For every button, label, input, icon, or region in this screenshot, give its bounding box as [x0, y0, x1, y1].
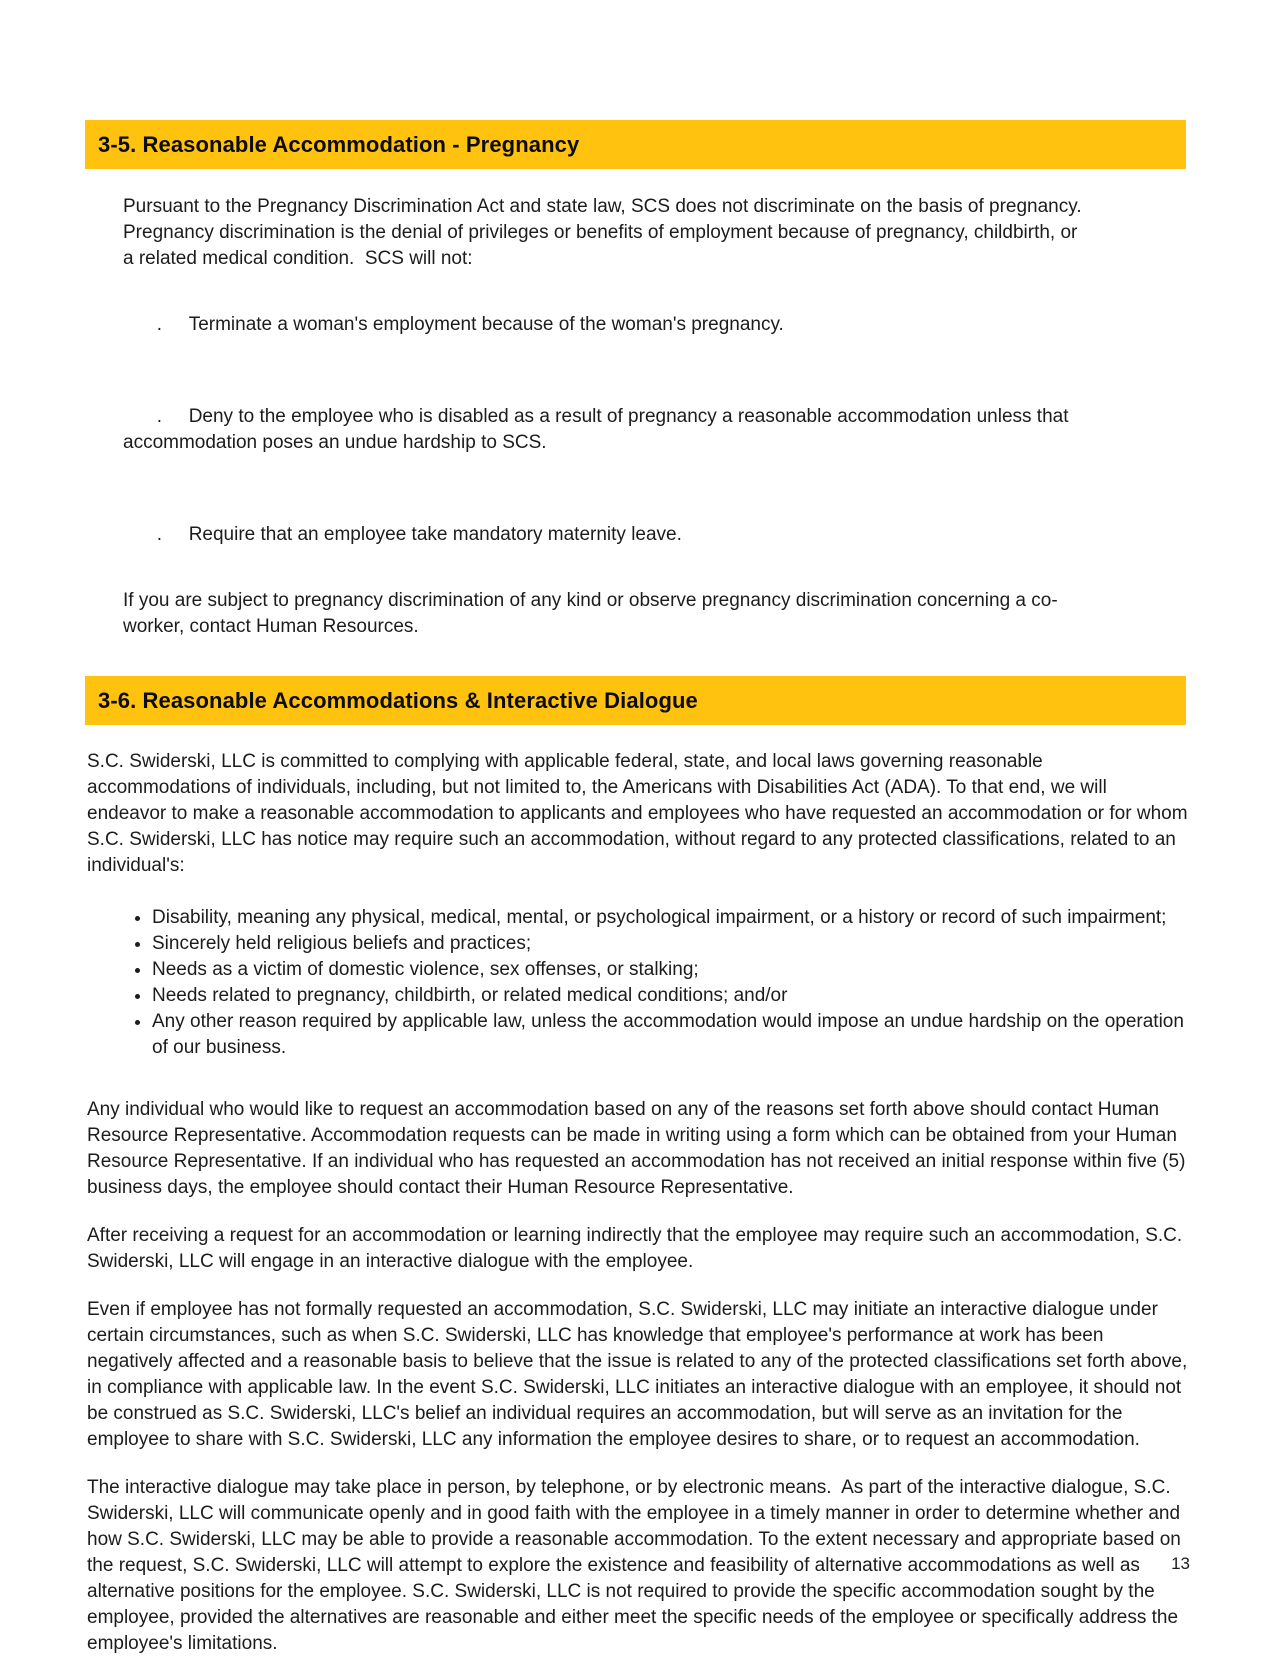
- section-heading-3-5: [85, 120, 1186, 169]
- paragraph: Pursuant to the Pregnancy Discrimination Act and state law, SCS does not discriminate on the basis of pregnancy. Pregnancy discrimination is the denial of privileges or benefits of employment because of pregnancy, childbirth, or a related medical condition. SCS will not:: [123, 196, 1093, 269]
- list-item: [123, 378, 1088, 482]
- list-item: [123, 496, 1088, 574]
- list-item: • Needs related to pregnancy, childbirth, or related medical conditions; and/or: [152, 983, 1188, 1009]
- list-item-text: Terminate a woman's employment because of the woman's pregnancy.: [188, 314, 784, 335]
- section-heading-text: 3-5. Reasonable Accommodation - Pregnancy: [98, 131, 580, 157]
- paragraph: Any individual who would like to request an accommodation based on any of the reasons set forth above should contact Human Resource Representative. Accommodation requests can be made in writing using a form which can be obtained from your Human Resource Representative. If an individual who has requested an accommodation has not received an initial response within five (5) business days, the employee should contact their Human Resource Representative.: [87, 1099, 1191, 1198]
- list-item: • Disability, meaning any physical, medical, mental, or psychological impairment, or a history or record of such impairment;: [152, 905, 1188, 931]
- list-item: • Sincerely held religious beliefs and practices;: [152, 931, 1188, 957]
- list-item-text: Deny to the employee who is disabled as a result of pregnancy a reasonable accommodation unless that accommodation poses an undue hardship to SCS.: [123, 406, 1074, 453]
- page-number: 13: [1171, 1554, 1190, 1573]
- bullet-marker: .: [156, 314, 162, 335]
- section-3-5-body: [123, 194, 1093, 640]
- paragraph: After receiving a request for an accommodation or learning indirectly that the employee may require such an accommodation, S.C. Swiderski, LLC will engage in an interactive dialogue with the employee.: [87, 1225, 1188, 1272]
- list-item-text: Require that an employee take mandatory maternity leave.: [188, 524, 682, 545]
- section-heading-text: 3-6. Reasonable Accommodations & Interactive Dialogue: [98, 687, 698, 713]
- section-3-6-body: [87, 749, 1193, 1657]
- paragraph: Even if employee has not formally requested an accommodation, S.C. Swiderski, LLC may initiate an interactive dialogue under certain circumstances, such as when S.C. Swiderski, LLC has knowledge that employee's performance at work has been negatively affected and a reasonable basis to believe that the issue is related to any of the protected classifications set forth above, in compliance with applicable law. In the event S.C. Swiderski, LLC initiates an interactive dialogue with an employee, it should not be construed as S.C. Swiderski, LLC's belief an individual requires an accommodation, but will serve as an invitation for the employee to share with S.C. Swiderski, LLC any information the employee desires to share, or to request an accommodation.: [87, 1299, 1193, 1450]
- bullet-list: [87, 905, 1188, 1061]
- bullet-marker: .: [156, 524, 162, 545]
- list-item: • Any other reason required by applicable law, unless the accommodation would impose an undue hardship on the operation of our business.: [152, 1009, 1188, 1061]
- list-item: [123, 286, 1088, 364]
- paragraph: If you are subject to pregnancy discrimination of any kind or observe pregnancy discrimination concerning a co-worker, contact Human Resources.: [123, 590, 1058, 637]
- paragraph: The interactive dialogue may take place in person, by telephone, or by electronic means. As part of the interactive dialogue, S.C. Swiderski, LLC will communicate openly and in good faith with the employee in a timely manner in order to determine whether and how S.C. Swiderski, LLC may be able to provide a reasonable accommodation. To the extent necessary and appropriate based on the request, S.C. Swiderski, LLC will attempt to explore the existence and feasibility of alternative accommodations as well as alternative positions for the employee. S.C. Swiderski, LLC is not required to provide the specific accommodation sought by the employee, provided the alternatives are reasonable and either meet the specific needs of the employee or specifically address the employee's limitations.: [87, 1477, 1187, 1654]
- bullet-marker: .: [156, 406, 162, 427]
- list-item: • Needs as a victim of domestic violence, sex offenses, or stalking;: [152, 957, 1188, 983]
- paragraph: S.C. Swiderski, LLC is committed to complying with applicable federal, state, and local laws governing reasonable accommodations of individuals, including, but not limited to, the Americans with Disabilities Act (ADA). To that end, we will endeavor to make a reasonable accommodation to applicants and employees who have requested an accommodation or for whom S.C. Swiderski, LLC has notice may require such an accommodation, without regard to any protected classifications, related to an individual's:: [87, 751, 1193, 876]
- section-heading-3-6: [85, 676, 1186, 725]
